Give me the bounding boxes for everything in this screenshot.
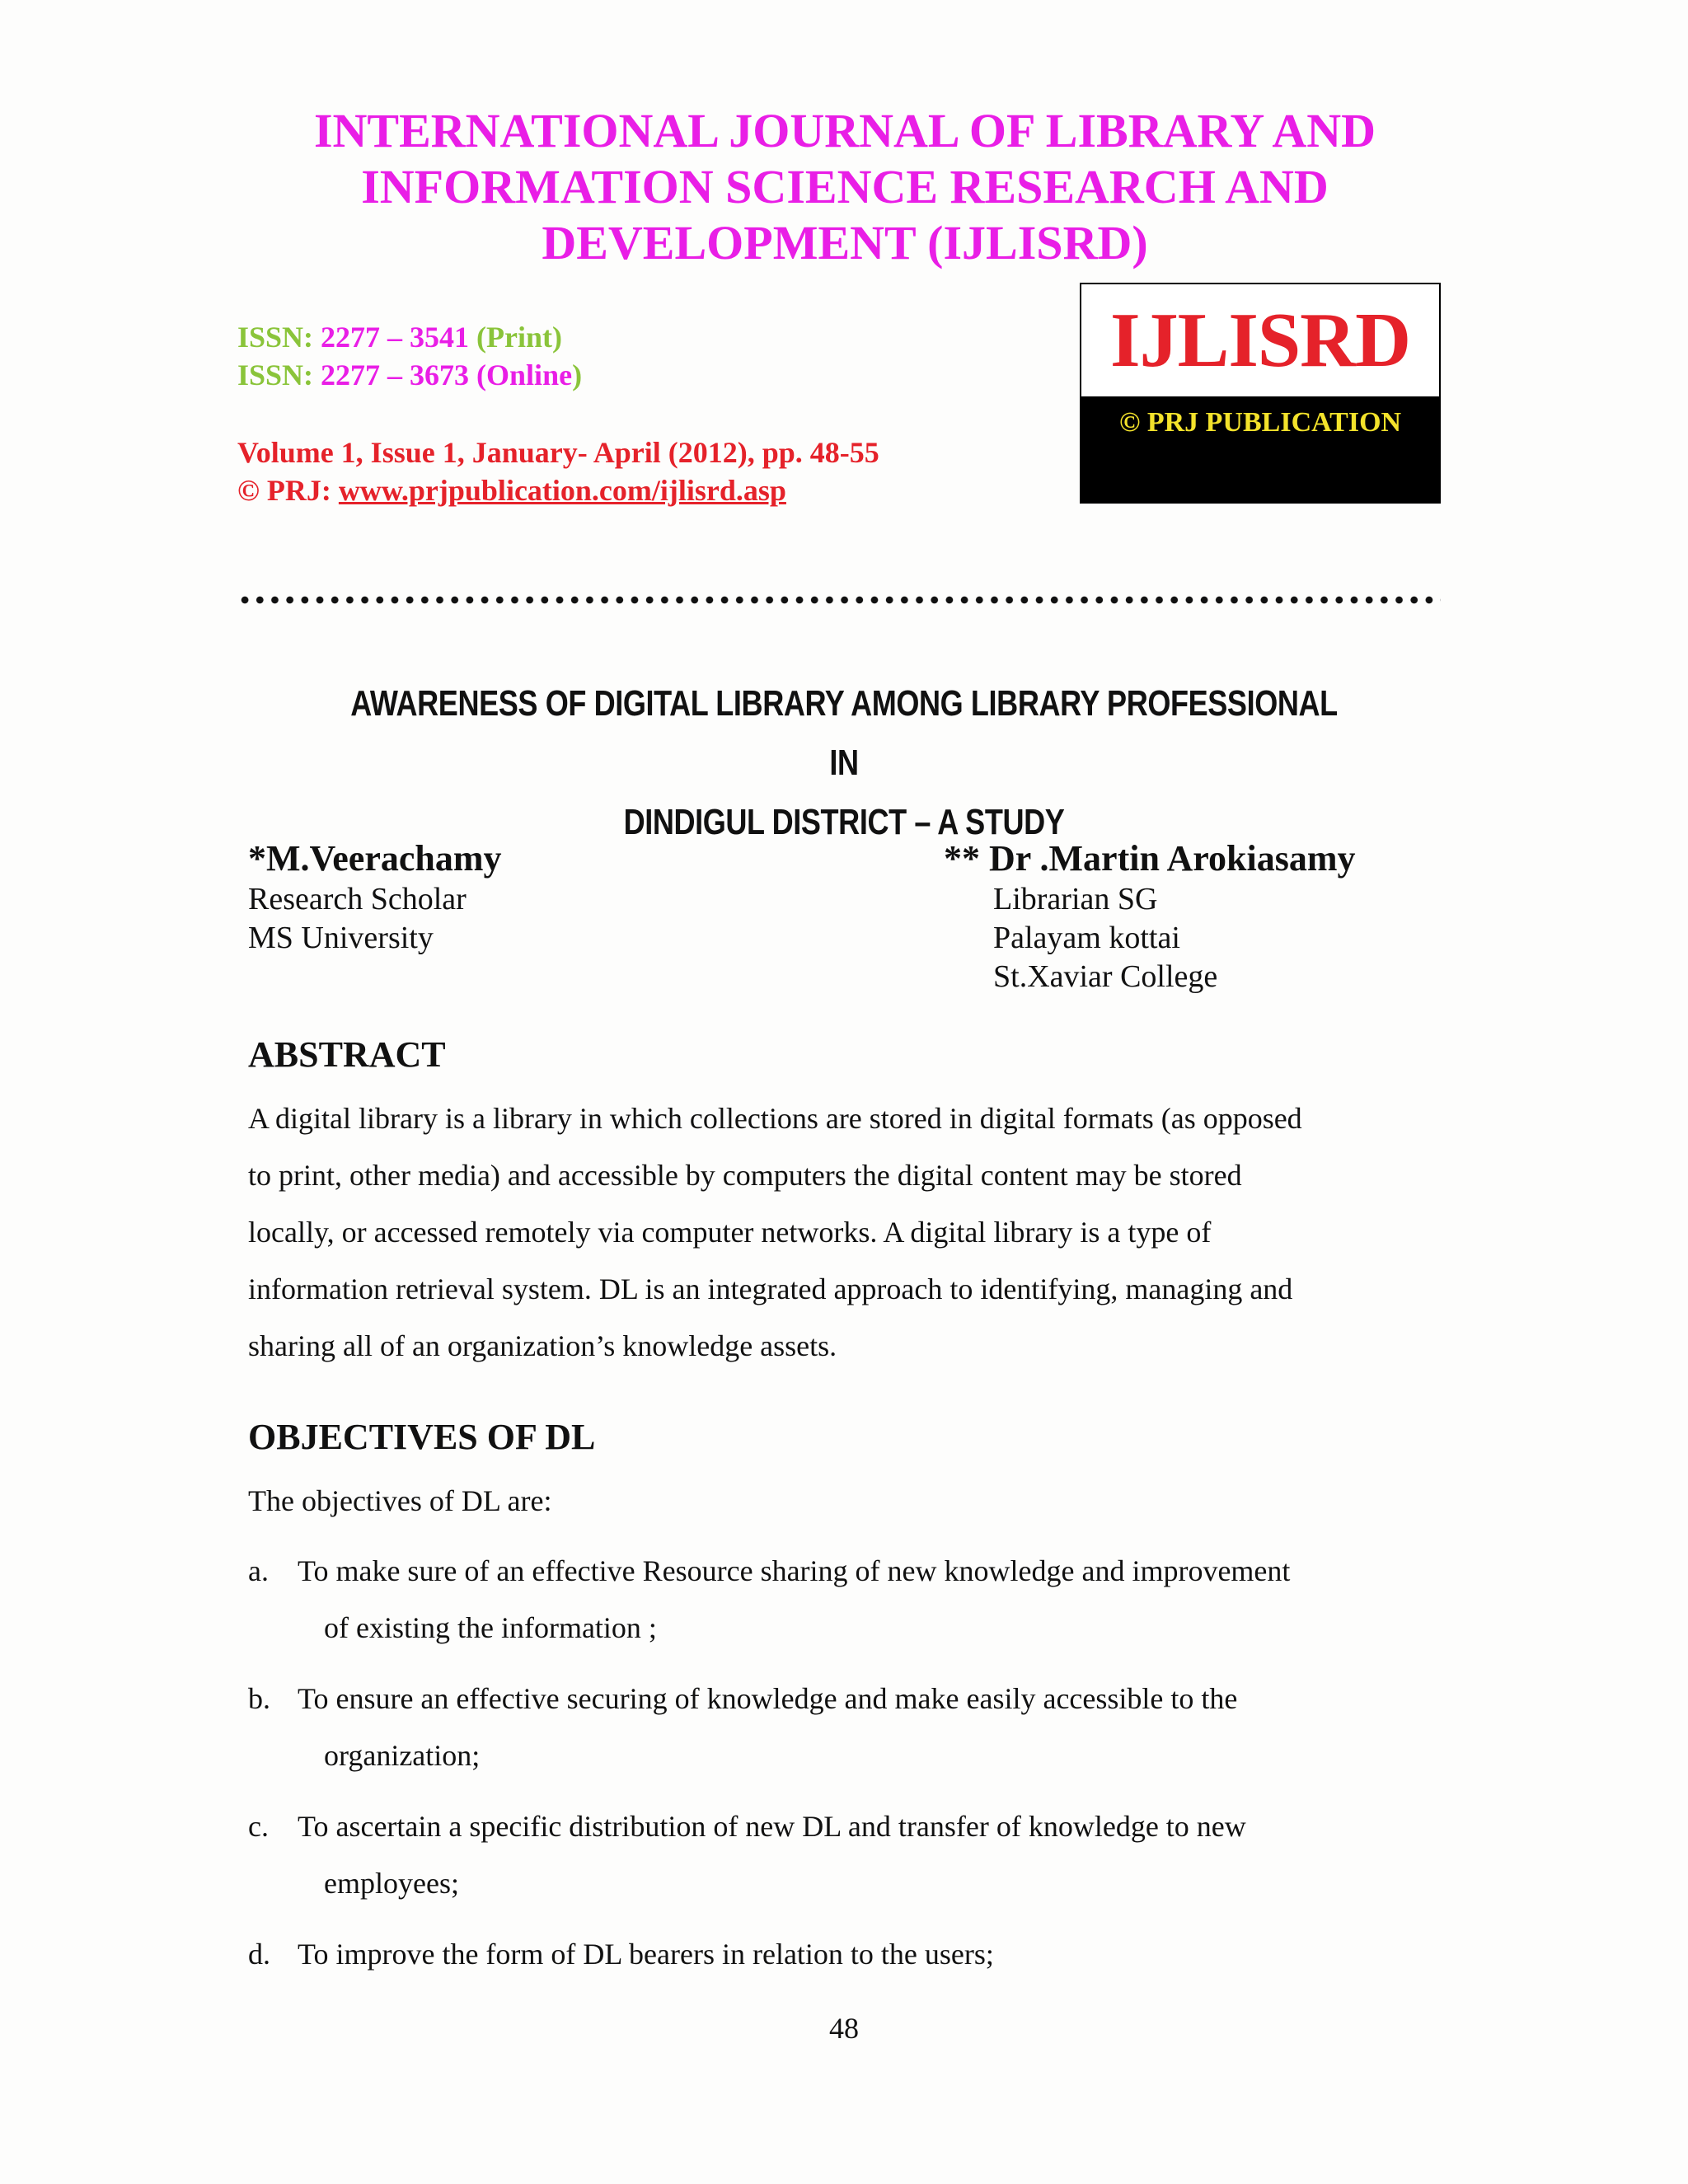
journal-title: [239, 103, 1451, 271]
list-item-text: To ascertain a specific distribution of new DL and transfer of knowledge to new: [298, 1810, 1246, 1843]
journal-title-line: DEVELOPMENT (IJLISRD): [542, 216, 1148, 269]
issn-online-number: 2277 – 3673: [321, 359, 470, 391]
abstract-heading: ABSTRACT: [248, 1034, 446, 1075]
abstract-line: to print, other media) and accessible by computers the digital content may be stored: [248, 1159, 1242, 1192]
issn-print: [237, 318, 562, 356]
logo-publisher: © PRJ PUBLICATION: [1118, 407, 1402, 438]
paper-title-line: AWARENESS OF DIGITAL LIBRARY AMONG LIBRARY PROFESSIONAL IN: [350, 683, 1338, 783]
page-number: 48: [829, 2012, 859, 2045]
issn-online-label: (Online: [476, 359, 573, 391]
list-item: [248, 1671, 1440, 1784]
list-item: [248, 1798, 1440, 1912]
issn-online: [237, 356, 582, 394]
list-item-text: To make sure of an effective Resource sharing of new knowledge and improvement: [298, 1554, 1291, 1587]
list-marker: a.: [248, 1554, 269, 1587]
abstract-line: information retrieval system. DL is an integrated approach to identifying, managing and: [248, 1272, 1293, 1305]
abstract-line: locally, or accessed remotely via computer networks. A digital library is a type of: [248, 1216, 1212, 1249]
list-item-text: employees;: [324, 1867, 459, 1900]
issn-label: ISSN:: [237, 321, 314, 354]
abstract-line: sharing all of an organization’s knowledge assets.: [248, 1329, 837, 1362]
abstract-line: A digital library is a library in which collections are stored in digital formats (as opposed: [248, 1102, 1302, 1135]
paper-title: [348, 674, 1340, 852]
author-affiliation: St.Xaviar College: [993, 959, 1218, 994]
paper-title-line: DINDIGUL DISTRICT – A STUDY: [623, 802, 1065, 842]
author-affiliation: Palayam kottai: [993, 921, 1180, 955]
list-marker: b.: [248, 1682, 270, 1715]
author-affiliation: Research Scholar: [248, 882, 467, 916]
journal-title-line: INFORMATION SCIENCE RESEARCH AND: [361, 160, 1329, 213]
issn-online-close: ): [572, 359, 583, 391]
list-item-text: of existing the information ;: [324, 1611, 657, 1644]
journal-logo: [1080, 283, 1441, 504]
journal-title-line: INTERNATIONAL JOURNAL OF LIBRARY AND: [313, 104, 1376, 157]
journal-url-link[interactable]: www.prjpublication.com/ijlisrd.asp: [338, 474, 786, 507]
logo-text: IJLISRD: [1081, 284, 1439, 396]
author-affiliation: Librarian SG: [993, 882, 1158, 916]
issn-label: ISSN:: [237, 359, 314, 391]
objectives-intro: The objectives of DL are:: [248, 1484, 552, 1517]
list-item: [248, 1543, 1440, 1657]
author-block: [944, 837, 1355, 996]
list-marker: c.: [248, 1810, 269, 1843]
list-item: [248, 1926, 1440, 1983]
author-affiliation: MS University: [248, 921, 434, 955]
issn-print-number: 2277 – 3541: [321, 321, 470, 354]
author-name: *M.Veerachamy: [248, 838, 502, 879]
abstract-text: [248, 1090, 1440, 1375]
copyright-prefix: © PRJ:: [237, 474, 331, 507]
objectives-heading: OBJECTIVES OF DL: [248, 1417, 596, 1457]
author-block: [248, 837, 502, 958]
issn-print-label: (Print): [476, 321, 563, 354]
volume-info: Volume 1, Issue 1, January- April (2012), pp. 48-55: [237, 436, 879, 469]
author-name: ** Dr .Martin Arokiasamy: [944, 838, 1356, 879]
list-item-text: organization;: [324, 1739, 481, 1772]
copyright-line: [237, 471, 786, 509]
list-item-text: To improve the form of DL bearers in relation to the users;: [298, 1938, 994, 1971]
list-marker: d.: [248, 1938, 270, 1971]
list-item-text: To ensure an effective securing of knowledge and make easily accessible to the: [298, 1682, 1238, 1715]
dotted-divider: [237, 592, 1441, 608]
